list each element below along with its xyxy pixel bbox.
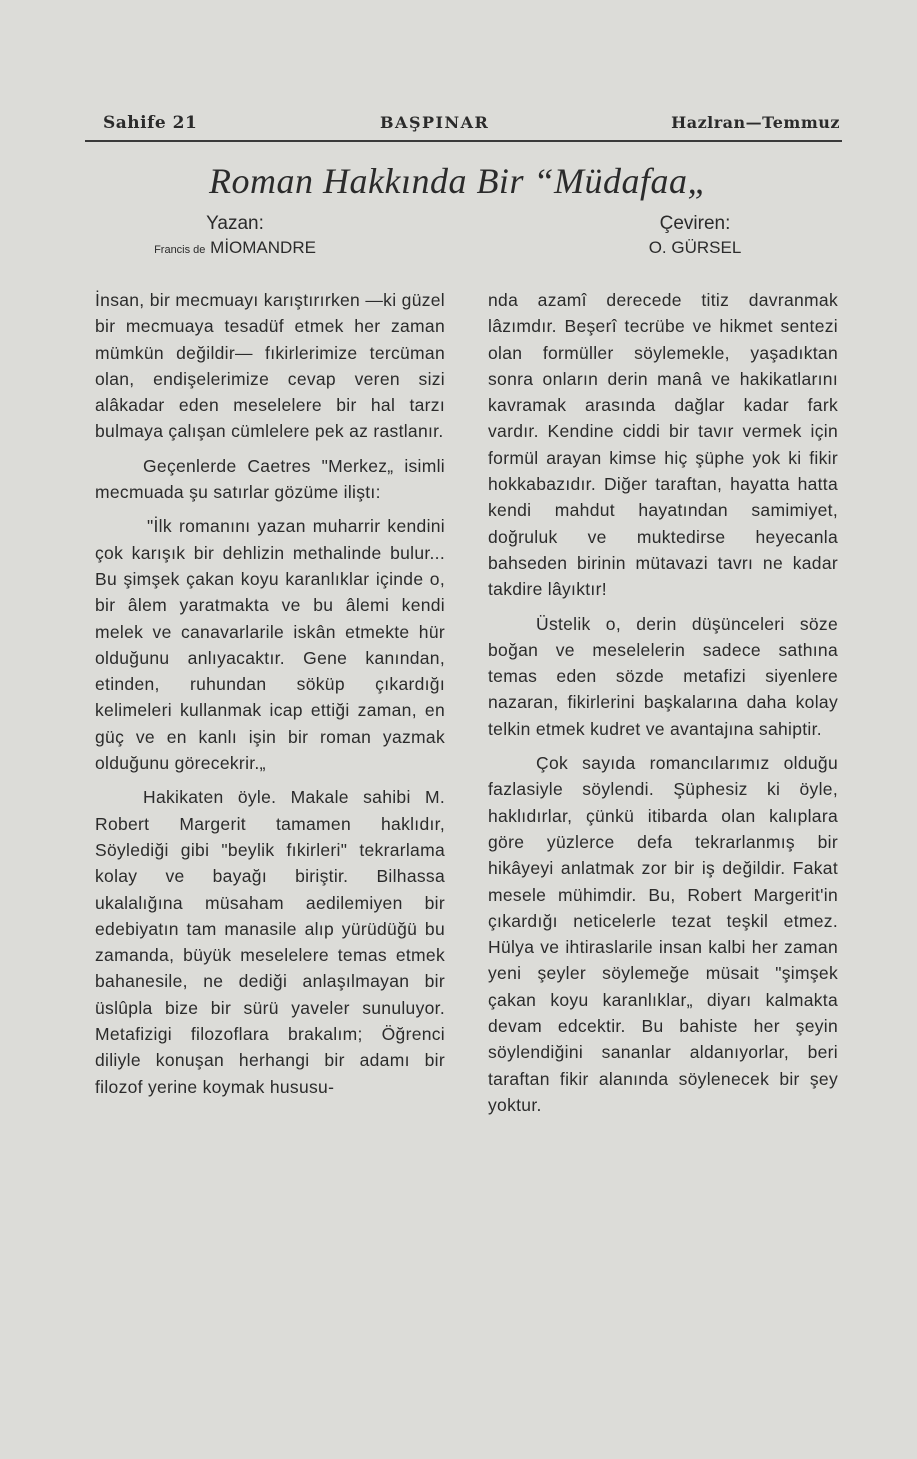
article-title: Roman Hakkında Bir “Müdafaa„ xyxy=(209,161,708,201)
paragraph: Üstelik o, derin düşünceleri söze boğan ve meselelerin sadece sathına temas eden sözde metafizi siyenlere nazaran, fikirlerini başkalarına daha kolay telkin etmek kudret ve avantajına sahiptir. xyxy=(488,613,838,739)
paragraph: Çok sayıda romancılarımız olduğu fazlasiyle söylendi. Şüphesiz ki öyle, haklıdırlar, çünkü itibarda olan kalıplara göre yüzlerce defa tekrarlanmış bir hikâyeyi anlatmak zor bir iş değildir. Fakat mesele mühimdir. Bu, Robert Margerit'in çıkardığı neticelerle tezat teşkil etmez. Hülya ve ihtiraslarile insan kalbi her zaman yeni şeyler söylemeğe müsait "şimşek çakan koyu karanlıklar„ diyarı kalmakta devam edcektir. Bu bahiste her şeyin söylendiğini sananlar aldanıyorlar, beri taraftan fikir alanında söylenecek bir şey yoktur. xyxy=(488,753,838,1115)
author-name xyxy=(100,236,370,262)
author-label: Yazan: xyxy=(206,213,264,234)
magazine-name: BAŞPINAR xyxy=(380,113,490,132)
translator-name: O. GÜRSEL xyxy=(648,238,742,257)
quote-paragraph: "İlk romanını yazan muharrir kendini çok karışık bir dehlizin methalinde bulur... Bu şimşek çakan koyu karanlıklar içinde o, bir âlem yaratmakta ve bu âlemi kendi melek ve canavarlarile iskân etmekte hür olduğunu anlıyacaktır. Gene kanından, etinden, ruhundan söküp çıkardığı kelimeleri kullanmak icap ettiği zaman, en güç ve en kanlı işin bir roman yazmak olduğunu görecekrir.„ xyxy=(95,516,445,774)
author-first-name: Francis de xyxy=(154,244,206,256)
paragraph: Geçenlerde Caetres "Merkez„ isimli mecmuada şu satırlar gözüme iliştı: xyxy=(95,455,445,503)
paragraph: nda azamî derecede titiz davranmak lâzımdır. Beşerî tecrübe ve hikmet sentezi olan formüller söylemekle, yaşadıktan sonra onların derin manâ ve hakikatlarını kavramak arasında dağlar kadar fark vardır. Kendine ciddi bir tavır vermek için formül arayan kimse hiç şüphe yok ki fikir hokkabazıdır. Diğer taraftan, hayatta hatta kendi mahdut hayatından samimiyet, doğruluk ve muktedirse heyecanla bahseden birinin mütavazi tavrı ne kadar takdire lâyıktır! xyxy=(488,290,838,600)
translator-label: Çeviren: xyxy=(659,213,731,234)
translator-byline xyxy=(580,212,810,260)
issue-date: Hazlran—Temmuz xyxy=(671,113,840,132)
paragraph: Hakikaten öyle. Makale sahibi M. Robert Margerit tamamen haklıdır, Söylediği gibi "beylik fıkirleri" tekrarlama kolay ve bayağı biriştir. Bilhassa ukalalığına müsaham aedilemiyen bir edebiyatın tam manasile alıp yürüdüğü bu zamanda, büyük meselelere temas etmek bahanesile, ne dediği anlaşılmayan bir üslûpla bize bir sürü yaveler sunuluyor. Metafizigi filozoflara brakalım; Öğrenci diliyle konuşan herhangi bir adamı bir filozof yerine koymak hususu- xyxy=(95,787,445,1097)
author-byline xyxy=(100,212,370,262)
page-header xyxy=(95,113,840,143)
paragraph: İnsan, bir mecmuayı karıştırırken —ki güzel bir mecmuaya tesadüf etmek her zaman mümkün değildir— fıkirlerimize tercüman olan, endişelerimize cevap veren sizi alâkadar eden meselelere bir hal tarzı bulmaya çalışan cümlelere pek az rastlanır. xyxy=(95,290,445,442)
author-last-name: MİOMANDRE xyxy=(210,238,316,257)
left-column xyxy=(95,287,445,1100)
page-number: Sahife 21 xyxy=(103,113,198,133)
right-column xyxy=(488,287,838,1118)
header-divider xyxy=(85,140,842,142)
